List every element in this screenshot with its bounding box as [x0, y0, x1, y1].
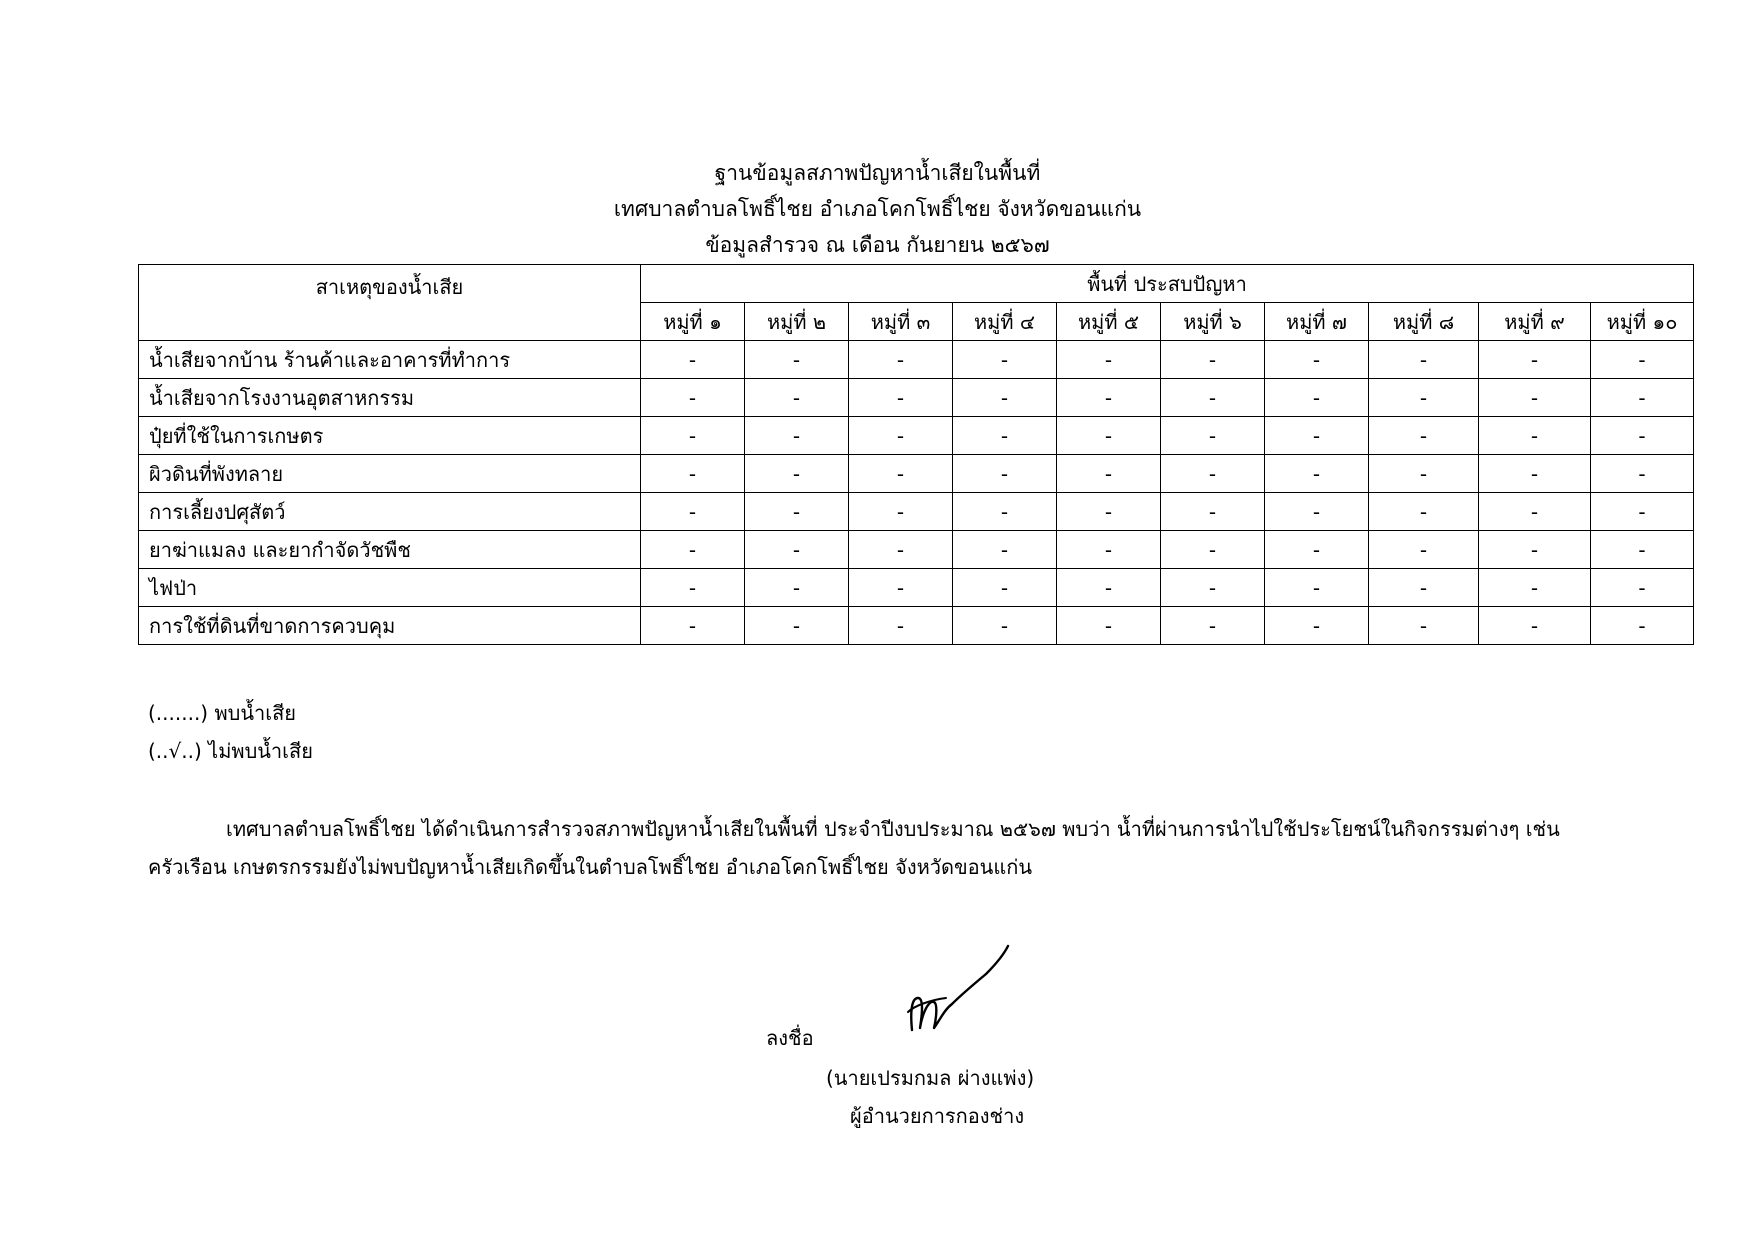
village-value-cell: - [1161, 341, 1265, 379]
village-value-cell: - [1479, 607, 1591, 645]
village-value-cell: - [1161, 531, 1265, 569]
village-value-cell: - [1591, 341, 1694, 379]
cause-cell: การใช้ที่ดินที่ขาดการควบคุม [139, 607, 641, 645]
village-value-cell: - [745, 455, 849, 493]
village-value-cell: - [1265, 379, 1369, 417]
village-value-cell: - [849, 493, 953, 531]
cause-cell: น้ำเสียจากโรงงานอุตสาหกรรม [139, 379, 641, 417]
village-value-cell: - [745, 569, 849, 607]
village-value-cell: - [1265, 607, 1369, 645]
village-value-cell: - [1479, 379, 1591, 417]
village-value-cell: - [1369, 607, 1479, 645]
village-value-cell: - [1591, 569, 1694, 607]
signatory-name: (นายเปรมกมล ผ่างแพ่ง) [826, 1066, 1035, 1090]
village-value-cell: - [1057, 607, 1161, 645]
village-value-cell: - [1057, 341, 1161, 379]
cause-cell: ไฟป่า [139, 569, 641, 607]
cause-cell: การเลี้ยงปศุสัตว์ [139, 493, 641, 531]
table-row [139, 341, 1694, 379]
village-value-cell: - [1161, 607, 1265, 645]
village-value-cell: - [1265, 341, 1369, 379]
village-value-cell: - [1161, 455, 1265, 493]
table-row [139, 379, 1694, 417]
village-header-1: หมู่ที่ ๑ [641, 303, 745, 341]
village-value-cell: - [1369, 417, 1479, 455]
village-value-cell: - [1479, 493, 1591, 531]
village-value-cell: - [849, 417, 953, 455]
summary-line-2: ครัวเรือน เกษตรกรรมยังไม่พบปัญหาน้ำเสียเกิดขึ้นในตำบลโพธิ์ไชย อำเภอโคกโพธิ์ไชย จังหวัดขอนแก่น [148, 855, 1033, 879]
village-value-cell: - [1161, 417, 1265, 455]
village-header-9: หมู่ที่ ๙ [1479, 303, 1591, 341]
village-value-cell: - [953, 341, 1057, 379]
village-value-cell: - [1591, 417, 1694, 455]
village-value-cell: - [1369, 341, 1479, 379]
signature-label: ลงชื่อ [766, 1026, 814, 1050]
village-value-cell: - [849, 455, 953, 493]
village-value-cell: - [745, 493, 849, 531]
village-value-cell: - [1369, 455, 1479, 493]
village-value-cell: - [641, 607, 745, 645]
village-header-5: หมู่ที่ ๕ [1057, 303, 1161, 341]
village-header-7: หมู่ที่ ๗ [1265, 303, 1369, 341]
cause-cell: ผิวดินที่พังทลาย [139, 455, 641, 493]
village-value-cell: - [1479, 531, 1591, 569]
legend-not-found: (..√..) ไม่พบน้ำเสีย [148, 739, 313, 763]
village-value-cell: - [641, 455, 745, 493]
cause-cell: น้ำเสียจากบ้าน ร้านค้าและอาคารที่ทำการ [139, 341, 641, 379]
village-header-3: หมู่ที่ ๓ [849, 303, 953, 341]
legend-found: (.......) พบน้ำเสีย [148, 701, 297, 725]
village-value-cell: - [1057, 417, 1161, 455]
village-value-cell: - [953, 379, 1057, 417]
table-row [139, 455, 1694, 493]
village-value-cell: - [1057, 569, 1161, 607]
summary-paragraph [148, 810, 1628, 886]
village-value-cell: - [849, 569, 953, 607]
table-body [139, 341, 1694, 645]
village-value-cell: - [953, 417, 1057, 455]
village-value-cell: - [1057, 493, 1161, 531]
village-value-cell: - [745, 531, 849, 569]
village-value-cell: - [953, 607, 1057, 645]
affected-area-header: พื้นที่ ประสบปัญหา [641, 265, 1694, 303]
village-value-cell: - [1591, 379, 1694, 417]
village-value-cell: - [1479, 417, 1591, 455]
village-header-2: หมู่ที่ ๒ [745, 303, 849, 341]
village-value-cell: - [641, 417, 745, 455]
village-value-cell: - [849, 531, 953, 569]
village-value-cell: - [1161, 379, 1265, 417]
village-value-cell: - [1591, 531, 1694, 569]
village-value-cell: - [1057, 455, 1161, 493]
village-value-cell: - [1369, 569, 1479, 607]
village-value-cell: - [1369, 379, 1479, 417]
village-value-cell: - [1369, 493, 1479, 531]
village-value-cell: - [1369, 531, 1479, 569]
summary-line-1: เทศบาลตำบลโพธิ์ไชย ได้ดำเนินการสำรวจสภาพปัญหาน้ำเสียในพื้นที่ ประจำปีงบประมาณ ๒๕๖๗ พบว่า น้ำที่ผ่านการนำไปใช้ประโยชน์ในกิจกรรมต่างๆ เช่น [226, 817, 1560, 841]
village-value-cell: - [849, 379, 953, 417]
village-value-cell: - [1479, 455, 1591, 493]
village-value-cell: - [953, 455, 1057, 493]
cause-column-header: สาเหตุของน้ำเสีย [139, 265, 641, 341]
village-value-cell: - [1057, 379, 1161, 417]
cause-cell: ยาฆ่าแมลง และยากำจัดวัชพืช [139, 531, 641, 569]
village-value-cell: - [1265, 531, 1369, 569]
village-value-cell: - [953, 569, 1057, 607]
village-value-cell: - [849, 607, 953, 645]
village-header-4: หมู่ที่ ๔ [953, 303, 1057, 341]
village-value-cell: - [1265, 417, 1369, 455]
table-row [139, 607, 1694, 645]
document-subtitle-organization: เทศบาลตำบลโพธิ์ไชย อำเภอโคกโพธิ์ไชย จังหวัดขอนแก่น [613, 197, 1142, 221]
village-value-cell: - [745, 417, 849, 455]
village-value-cell: - [849, 341, 953, 379]
table-row [139, 569, 1694, 607]
village-value-cell: - [641, 341, 745, 379]
village-value-cell: - [953, 531, 1057, 569]
table-row [139, 417, 1694, 455]
village-value-cell: - [641, 379, 745, 417]
village-header-10: หมู่ที่ ๑๐ [1591, 303, 1694, 341]
village-value-cell: - [1479, 341, 1591, 379]
village-value-cell: - [1265, 569, 1369, 607]
village-value-cell: - [641, 531, 745, 569]
village-value-cell: - [953, 493, 1057, 531]
village-value-cell: - [1161, 493, 1265, 531]
village-value-cell: - [745, 607, 849, 645]
village-value-cell: - [1479, 569, 1591, 607]
village-header-6: หมู่ที่ ๖ [1161, 303, 1265, 341]
village-value-cell: - [1591, 493, 1694, 531]
village-value-cell: - [1057, 531, 1161, 569]
village-value-cell: - [745, 379, 849, 417]
table-row [139, 493, 1694, 531]
village-value-cell: - [1591, 455, 1694, 493]
table-row [139, 531, 1694, 569]
document-subtitle-survey-date: ข้อมูลสำรวจ ณ เดือน กันยายน ๒๕๖๗ [705, 233, 1050, 257]
signatory-position: ผู้อำนวยการกองช่าง [850, 1104, 1025, 1128]
village-value-cell: - [1161, 569, 1265, 607]
village-value-cell: - [1265, 493, 1369, 531]
document-title: ฐานข้อมูลสภาพปัญหาน้ำเสียในพื้นที่ [714, 161, 1041, 185]
village-value-cell: - [641, 493, 745, 531]
village-value-cell: - [745, 341, 849, 379]
cause-cell: ปุ๋ยที่ใช้ในการเกษตร [139, 417, 641, 455]
village-value-cell: - [1591, 607, 1694, 645]
table-header-row [139, 265, 1694, 303]
handwritten-signature [900, 940, 1010, 1035]
village-header-8: หมู่ที่ ๘ [1369, 303, 1479, 341]
wastewater-survey-table [138, 264, 1694, 645]
village-value-cell: - [1265, 455, 1369, 493]
village-value-cell: - [641, 569, 745, 607]
